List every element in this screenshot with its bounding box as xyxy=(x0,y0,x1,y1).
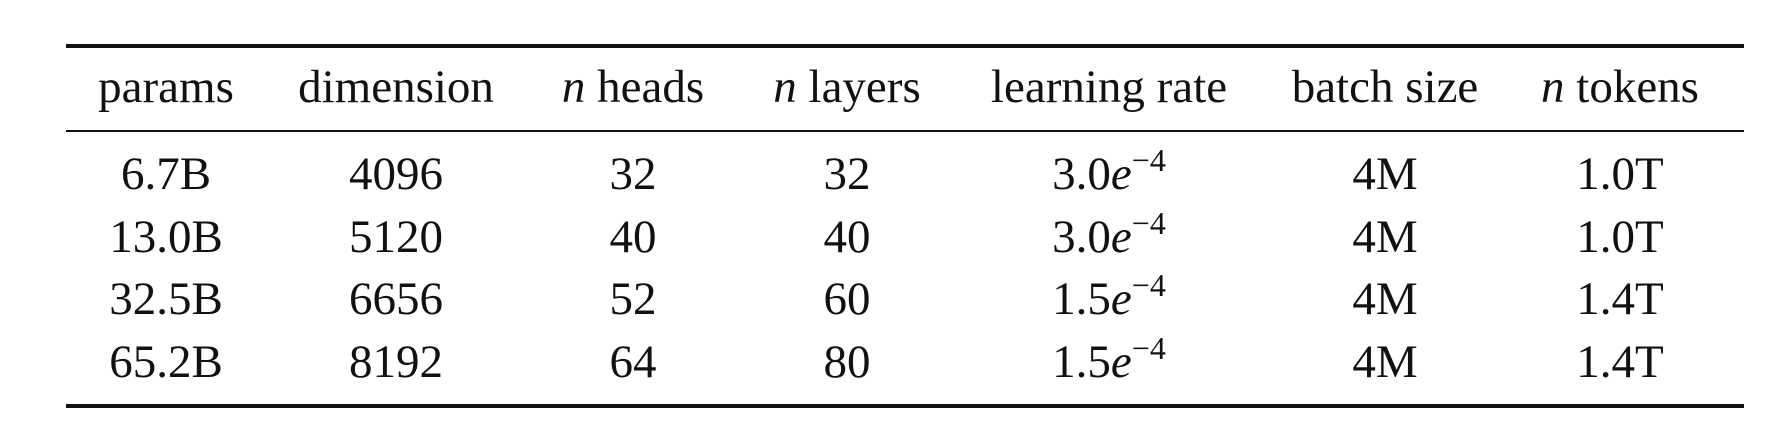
cell-dimension: 8192 xyxy=(349,336,443,388)
lr-base: e xyxy=(1110,148,1132,200)
header-math-n: n xyxy=(773,61,797,113)
lr-mantissa: 1.5 xyxy=(1052,273,1111,325)
cell-layers: 60 xyxy=(823,273,871,325)
header-params xyxy=(98,61,234,113)
header-math-n: n xyxy=(561,61,586,113)
lr-exponent: −4 xyxy=(1131,267,1166,303)
cell-params: 65.2B xyxy=(109,336,223,388)
header-label: batch size xyxy=(1291,61,1479,113)
header-label: heads xyxy=(597,61,705,113)
header-label: tokens xyxy=(1576,61,1699,113)
cell-batch-size: 4M xyxy=(1352,148,1418,200)
header-batch-size xyxy=(1291,61,1479,113)
cell-batch-size: 4M xyxy=(1352,211,1418,263)
cell-heads: 40 xyxy=(609,211,657,263)
cell-tokens: 1.0T xyxy=(1576,148,1664,200)
lr-exponent: −4 xyxy=(1131,205,1166,241)
cell-learning-rate xyxy=(1052,267,1166,325)
header-label: layers xyxy=(808,61,921,113)
cell-tokens: 1.4T xyxy=(1576,273,1664,325)
lr-base: e xyxy=(1110,336,1132,388)
header-dimension xyxy=(298,61,494,113)
cell-dimension: 6656 xyxy=(349,273,443,325)
header-label: params xyxy=(98,61,234,113)
lr-base: e xyxy=(1110,211,1132,263)
cell-learning-rate xyxy=(1052,142,1166,200)
lr-exponent: −4 xyxy=(1131,142,1166,178)
lr-exponent: −4 xyxy=(1131,330,1166,366)
cell-heads: 52 xyxy=(609,273,657,325)
cell-batch-size: 4M xyxy=(1352,273,1418,325)
cell-dimension: 5120 xyxy=(349,211,443,263)
cell-layers: 40 xyxy=(823,211,871,263)
top-rule xyxy=(66,44,1744,48)
header-n-tokens xyxy=(1541,61,1699,113)
cell-params: 13.0B xyxy=(109,211,223,263)
cell-learning-rate xyxy=(1052,205,1166,263)
cell-heads: 32 xyxy=(609,148,657,200)
cell-dimension: 4096 xyxy=(349,148,443,200)
lr-mantissa: 1.5 xyxy=(1052,336,1111,388)
bottom-rule xyxy=(66,404,1744,408)
header-math-n: n xyxy=(1541,61,1565,113)
lr-mantissa: 3.0 xyxy=(1052,211,1111,263)
cell-layers: 32 xyxy=(823,148,871,200)
header-n-heads xyxy=(561,61,705,113)
header-label: learning rate xyxy=(990,61,1228,113)
header-learning-rate xyxy=(990,61,1228,113)
header-label: dimension xyxy=(298,61,494,113)
cell-batch-size: 4M xyxy=(1352,336,1418,388)
header-n-layers xyxy=(773,61,921,113)
lr-mantissa: 3.0 xyxy=(1052,148,1111,200)
cell-params: 6.7B xyxy=(120,148,212,200)
cell-params: 32.5B xyxy=(109,273,223,325)
header-rule xyxy=(66,130,1744,132)
cell-tokens: 1.4T xyxy=(1576,336,1664,388)
cell-tokens: 1.0T xyxy=(1576,211,1664,263)
lr-base: e xyxy=(1110,273,1132,325)
cell-learning-rate xyxy=(1052,330,1166,388)
cell-heads: 64 xyxy=(609,336,657,388)
cell-layers: 80 xyxy=(823,336,871,388)
